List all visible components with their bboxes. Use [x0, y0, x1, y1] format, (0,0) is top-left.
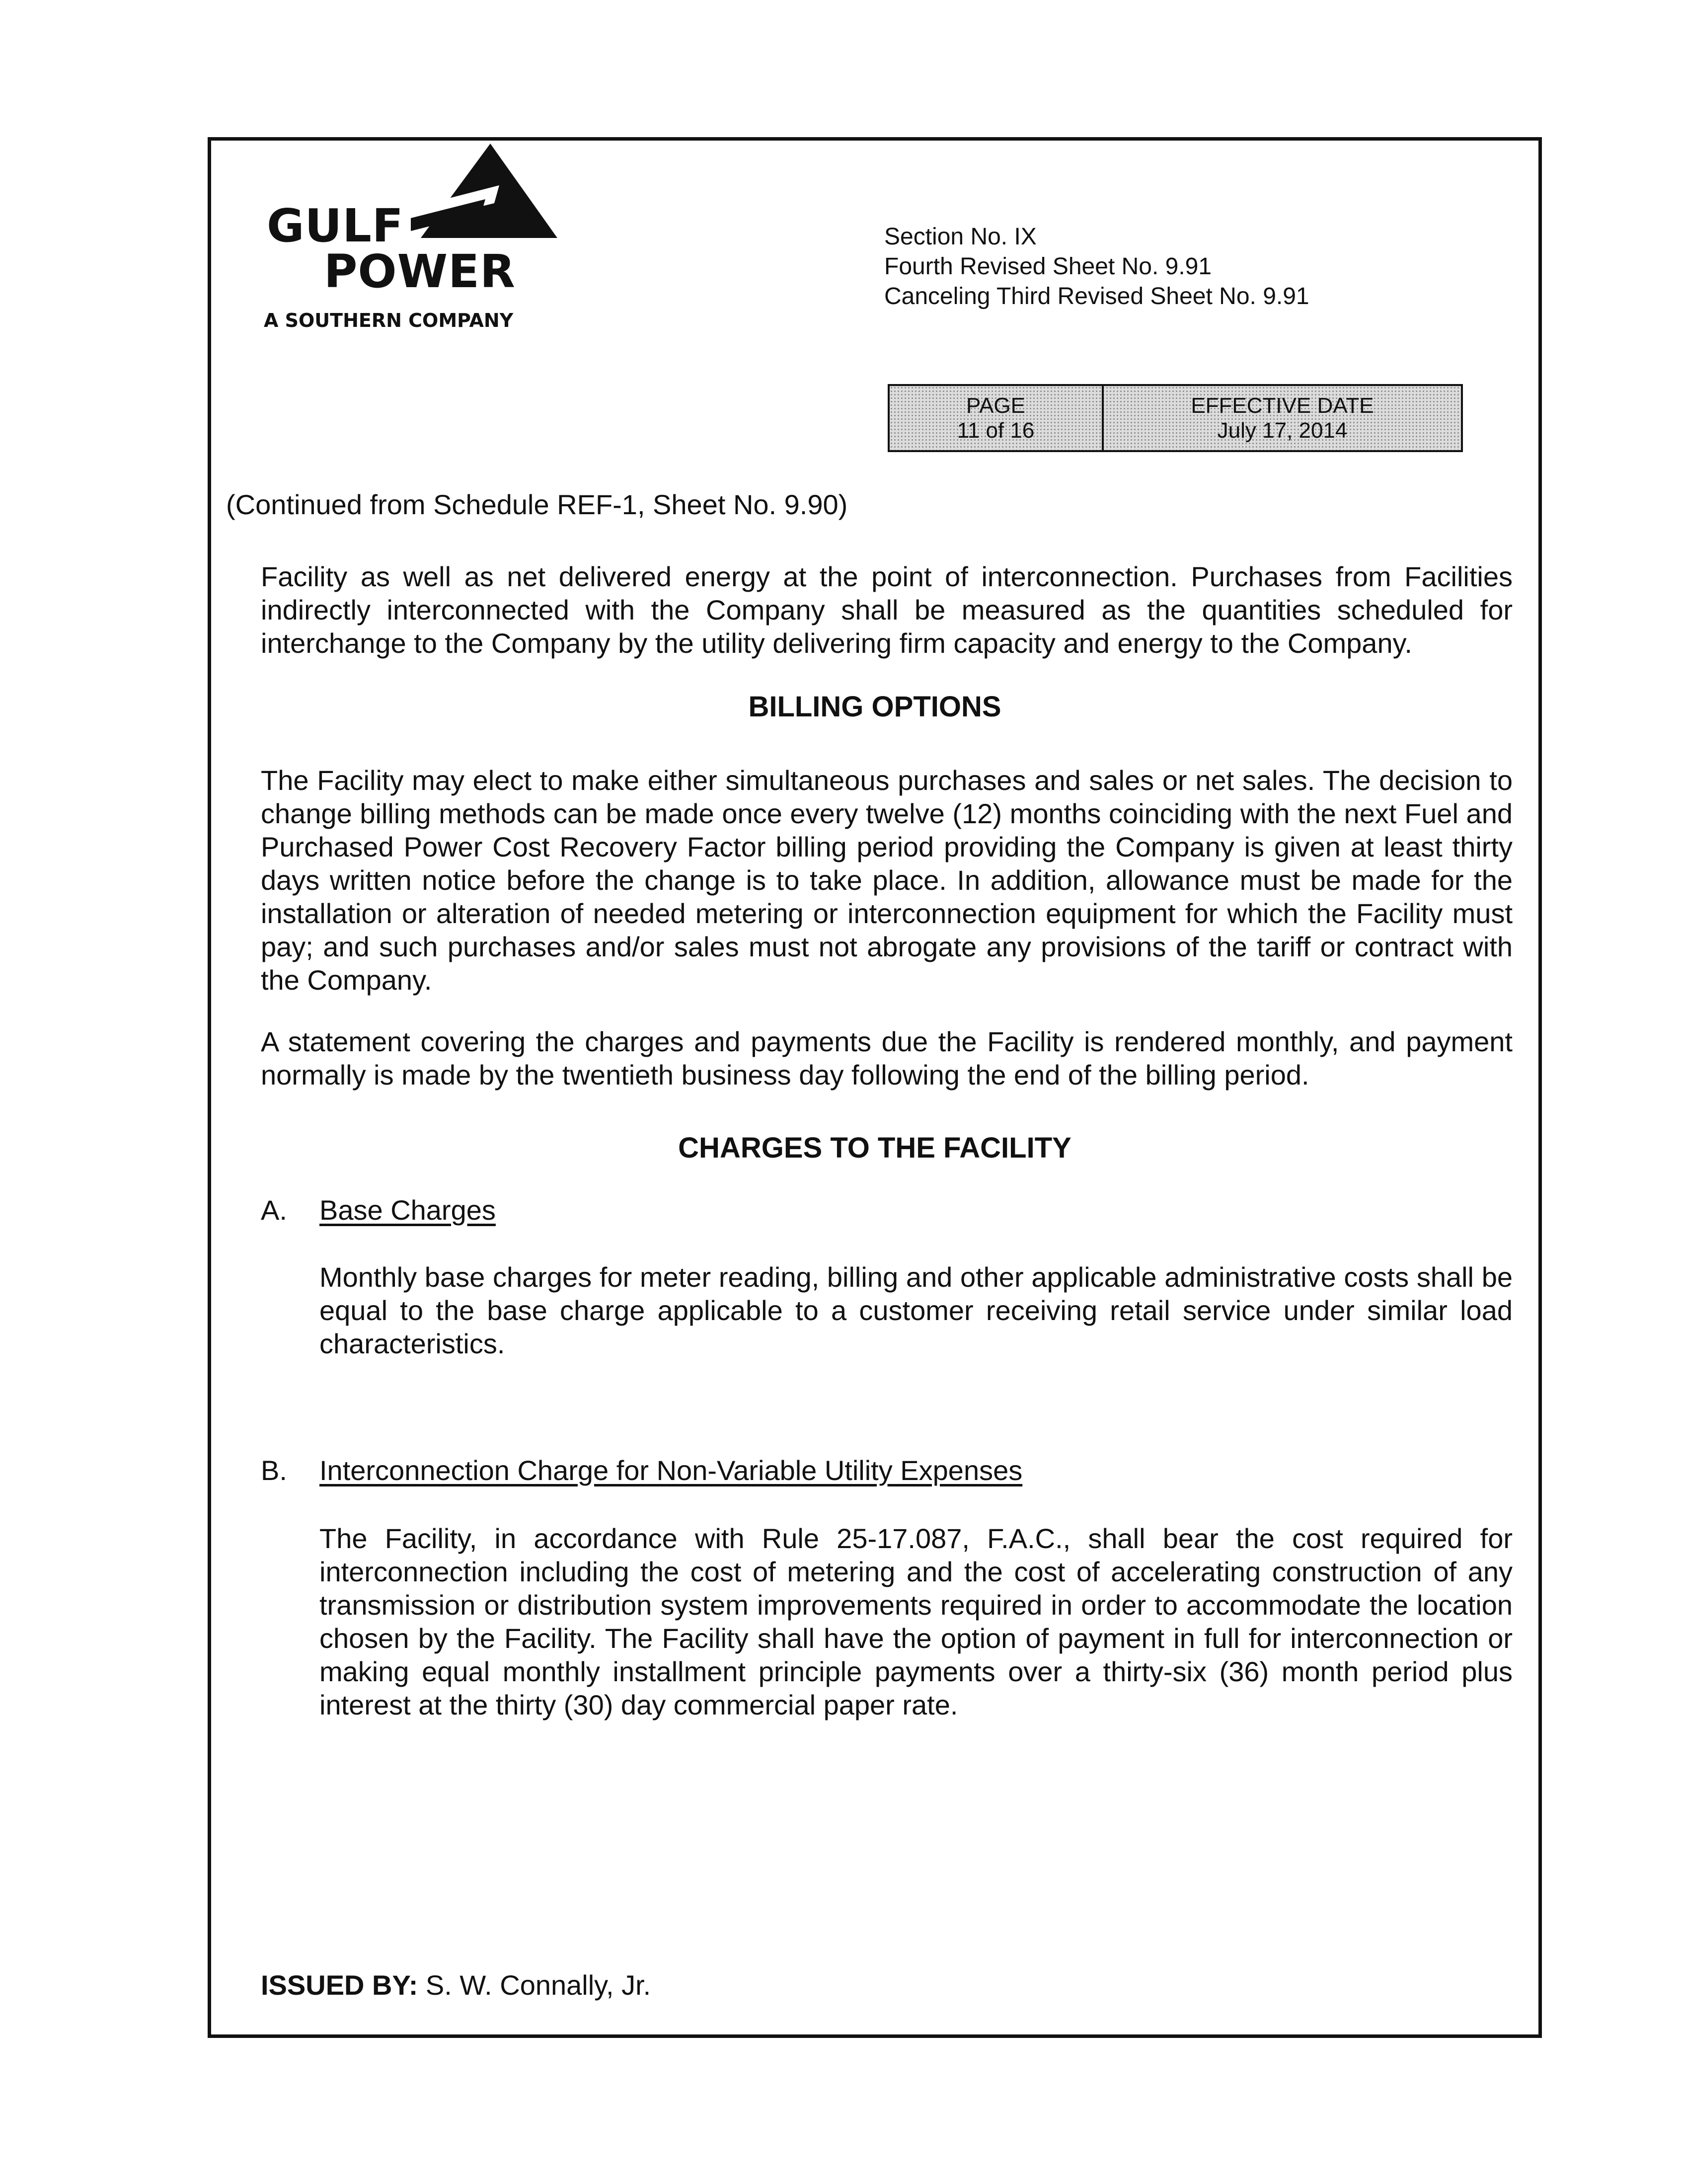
statement-paragraph: A statement covering the charges and payments due the Facility is rendered monthly, and payment normally is made by the twentieth business day following the end of the billing period.	[261, 1026, 1513, 1091]
page-value: 11 of 16	[957, 418, 1035, 443]
tariff-sheet-frame	[208, 137, 1542, 2038]
sheet-number: Fourth Revised Sheet No. 9.91	[884, 253, 1212, 280]
section-b-title: Interconnection Charge for Non-Variable Utility Expenses	[319, 1455, 1023, 1486]
effective-date-value: July 17, 2014	[1217, 418, 1348, 443]
triangle-logo-icon	[411, 144, 560, 243]
continued-note: (Continued from Schedule REF-1, Sheet No. 9.90)	[226, 489, 848, 520]
section-a-title: Base Charges	[319, 1194, 496, 1226]
issued-by-line	[261, 1969, 651, 2001]
logo-text-gulf: GULF	[267, 199, 404, 252]
section-a-paragraph: Monthly base charges for meter reading, billing and other applicable administrative costs shall be equal to the base charge applicable to a customer receiving retail service under similar load characteristics.	[319, 1261, 1513, 1359]
intro-paragraph: Facility as well as net delivered energy at the point of interconnection. Purchases from Facilities indirectly interconnected with the Company shall be measured as the quantities scheduled for interchange to the Company by the utility delivering firm capacity and energy to the Company.	[261, 561, 1513, 659]
section-b-paragraph: The Facility, in accordance with Rule 25-17.087, F.A.C., shall bear the cost required for interconnection including the cost of metering and the cost of accelerating construction of any transmission or distribution system improvements required in order to accommodate the location chosen by the Facility. The Facility shall have the option of payment in full for interconnection or making equal monthly installment principle payments over a thirty-six (36) month period plus interest at the thirty (30) day commercial paper rate.	[319, 1523, 1513, 1720]
charges-heading: CHARGES TO THE FACILITY	[678, 1132, 1071, 1164]
page-label: PAGE	[966, 393, 1025, 418]
issued-by-label: ISSUED BY:	[261, 1969, 418, 2001]
effective-date-cell	[1104, 386, 1461, 450]
gulf-power-logo	[264, 145, 624, 331]
issuer-name: S. W. Connally, Jr.	[425, 1969, 651, 2001]
section-a-letter: A.	[261, 1194, 287, 1226]
canceling-sheet: Canceling Third Revised Sheet No. 9.91	[884, 283, 1309, 310]
logo-tagline: A SOUTHERN COMPANY	[264, 310, 514, 331]
section-number: Section No. IX	[884, 224, 1037, 250]
section-info	[884, 222, 1309, 312]
section-b-letter: B.	[261, 1455, 287, 1486]
page-effective-stamp	[888, 384, 1463, 452]
effective-date-label: EFFECTIVE DATE	[1191, 393, 1374, 418]
logo-text-power: POWER	[324, 245, 516, 298]
page-cell	[890, 386, 1104, 450]
billing-options-paragraph: The Facility may elect to make either simultaneous purchases and sales or net sales. The decision to change billing methods can be made once every twelve (12) months coinciding with the next Fuel and Purchased Power Cost Recovery Factor billing period providing the Company is given at least thirty days written notice before the change is to take place. In addition, allowance must be made for the installation or alteration of needed metering or interconnection equipment for which the Facility must pay; and such purchases and/or sales must not abrogate any provisions of the tariff or contract with the Company.	[261, 765, 1513, 996]
billing-options-heading: BILLING OPTIONS	[748, 691, 1001, 723]
